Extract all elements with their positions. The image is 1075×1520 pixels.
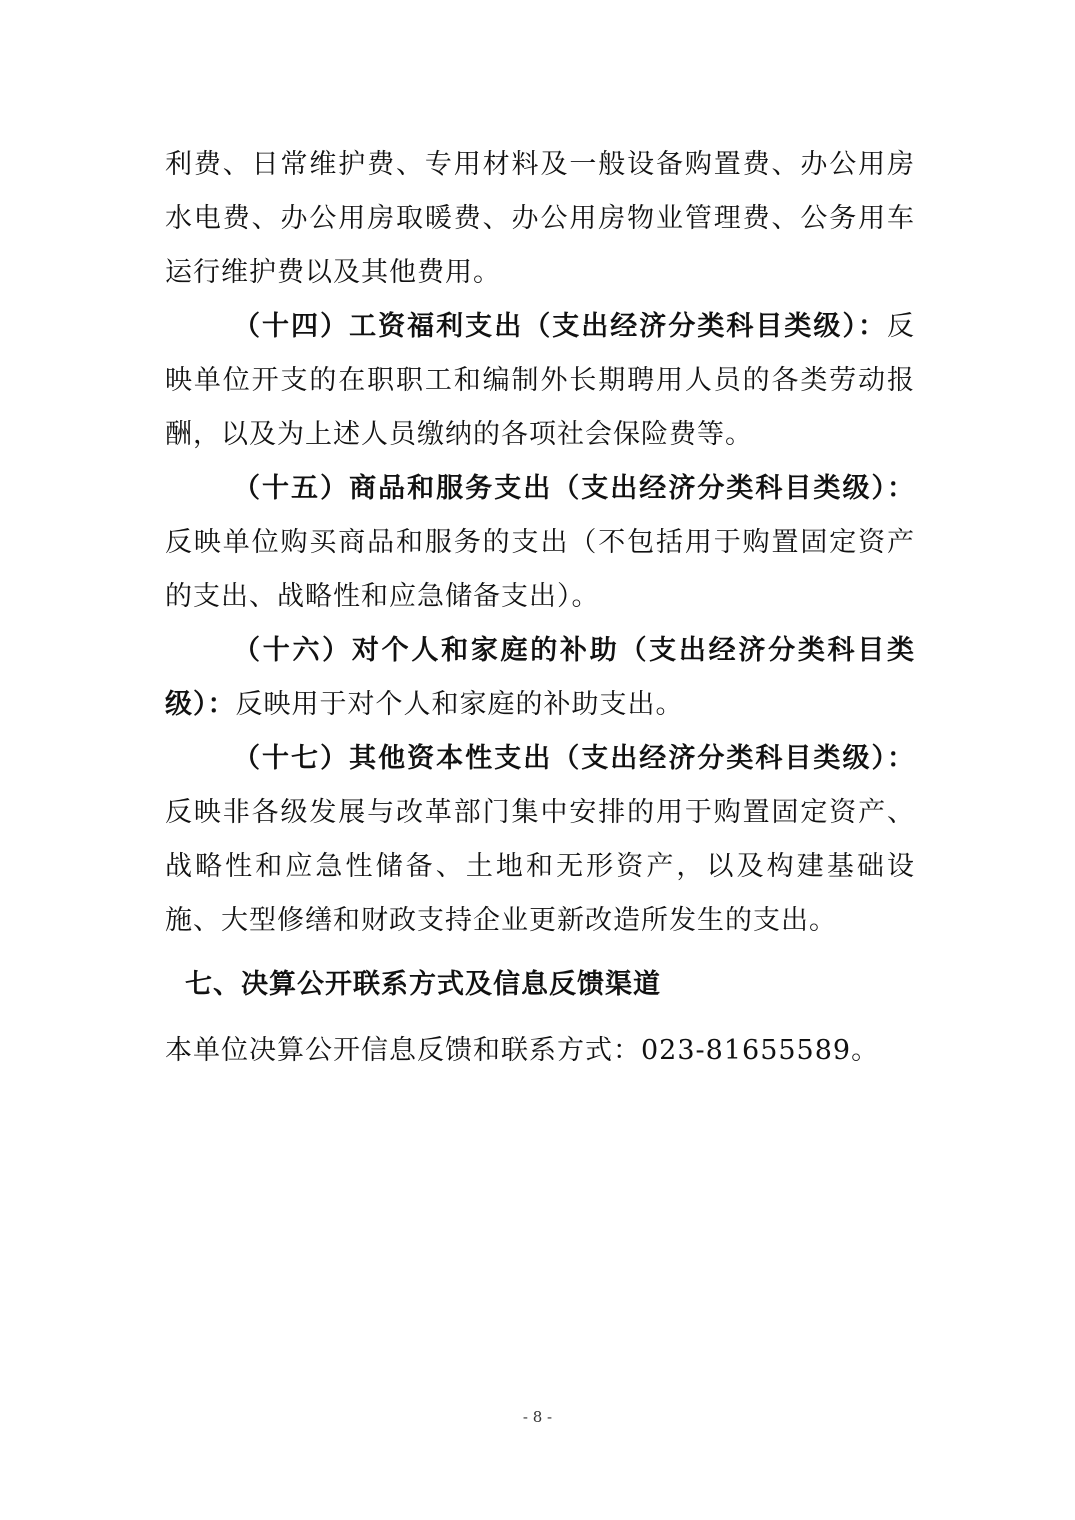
page-number: - 8 - <box>522 1408 553 1426</box>
term-title: （十五）商品和服务支出（支出经济分类科目类级）： <box>233 473 915 504</box>
term-definition: 反映非各级发展与改革部门集中安排的用于购置固定资产、战略性和应急性储备、土地和无形资产，以及构建基础设施、大型修缮和财政支持企业更新改造所发生的支出。 <box>165 797 915 936</box>
contact-paragraph: 本单位决算公开信息反馈和联系方式：023-81655589。 <box>165 1035 880 1066</box>
term-definition: 反映用于对个人和家庭的补助支出。 <box>235 689 684 720</box>
document-body <box>165 138 915 1078</box>
term-title: （十七）其他资本性支出（支出经济分类科目类级）： <box>233 743 915 774</box>
term-title: （十六）对个人和家庭的补助（支出经济分类科目类级）： <box>165 635 915 720</box>
paragraph-other-capital <box>165 732 915 948</box>
term-definition: 反映单位开支的在职职工和编制外长期聘用人员的各类劳动报酬，以及为上述人员缴纳的各项社会保险费等。 <box>165 311 915 450</box>
paragraph-wage-welfare <box>165 300 915 462</box>
term-definition: 反映单位购买商品和服务的支出（不包括用于购置固定资产的支出、战略性和应急储备支出）。 <box>165 527 915 612</box>
paragraph-goods-services <box>165 462 915 624</box>
term-title: （十四）工资福利支出（支出经济分类科目类级）： <box>233 311 887 342</box>
paragraph-household-subsidy <box>165 624 915 732</box>
paragraph-continuation: 利费、日常维护费、专用材料及一般设备购置费、办公用房水电费、办公用房取暖费、办公用房物业管理费、公务用车运行维护费以及其他费用。 <box>165 149 915 288</box>
section-heading: 七、决算公开联系方式及信息反馈渠道 <box>185 969 661 1000</box>
